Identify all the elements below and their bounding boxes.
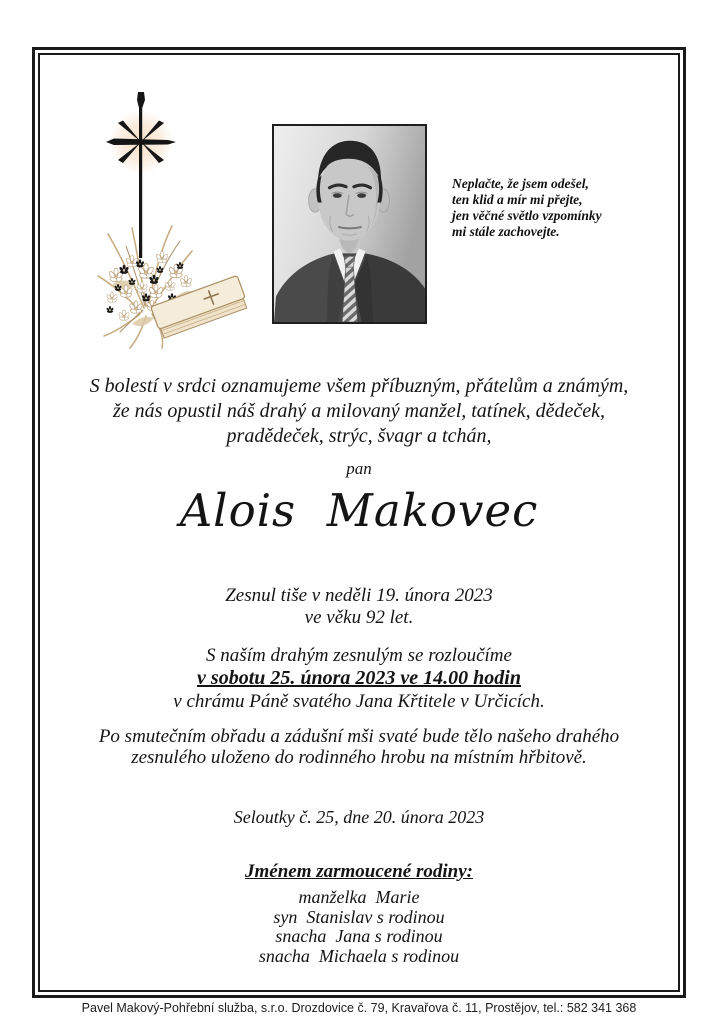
poem-line: mi stále zachovejte. xyxy=(452,224,560,239)
farewell-info xyxy=(32,644,686,713)
place-dateline: Seloutky č. 25, dne 20. února 2023 xyxy=(233,807,485,827)
death-date-line: Zesnul tiše v neděli 19. února 2023 xyxy=(225,585,493,606)
poem-line: Neplačte, že jsem odešel, xyxy=(452,176,589,191)
burial-line: Po smutečním obřadu a zádušní mši svaté bude tělo našeho drahého xyxy=(98,726,620,747)
family-member: snacha Michaela s rodinou xyxy=(258,945,460,966)
death-age-line: ve věku 92 let. xyxy=(304,607,414,628)
family-member: syn Stanislav s rodinou xyxy=(273,906,445,927)
family-member: snacha Jana s rodinou xyxy=(275,926,443,946)
honorific: pan xyxy=(346,459,372,478)
farewell-datetime: v sobotu 25. února 2023 ve 14.00 hodin xyxy=(197,667,521,689)
announcement-line: S bolestí v srdci oznamujeme všem příbuzným, přátelům a známým, xyxy=(89,375,629,397)
family-heading: Jménem zarmoucené rodiny: xyxy=(245,861,473,882)
burial-line: zesnulého uloženo do rodinného hrobu na místním hřbitově. xyxy=(131,747,587,768)
family-list xyxy=(32,888,686,966)
farewell-intro: S naším drahým zesnulým se rozloučíme xyxy=(206,645,512,666)
deceased-name: Alois Makovec xyxy=(179,484,539,537)
announcement-text xyxy=(32,374,686,449)
portrait-photo xyxy=(272,124,427,324)
cross-and-flowers-icon xyxy=(80,86,258,354)
poem-line: ten klid a mír mi přejte, xyxy=(452,192,583,207)
burial-info xyxy=(32,726,686,768)
death-info xyxy=(32,585,686,629)
announcement-line: pradědeček, strýc, švagr a tchán, xyxy=(226,425,492,447)
announcement-line: že nás opustil náš drahý a milovaný manžel, tatínek, dědeček, xyxy=(112,400,606,422)
farewell-place: v chrámu Páně svatého Jana Křtitele v Určicích. xyxy=(173,691,545,712)
funeral-home-footer: Pavel Makový-Pohřební služba, s.r.o. Drozdovice č. 79, Kravařova č. 11, Prostějov, tel.: 582 341 368 xyxy=(81,1001,637,1015)
condolence-poem xyxy=(452,176,652,240)
poem-line: jen věčné světlo vzpomínky xyxy=(452,208,602,223)
family-member: manželka Marie xyxy=(298,887,420,907)
